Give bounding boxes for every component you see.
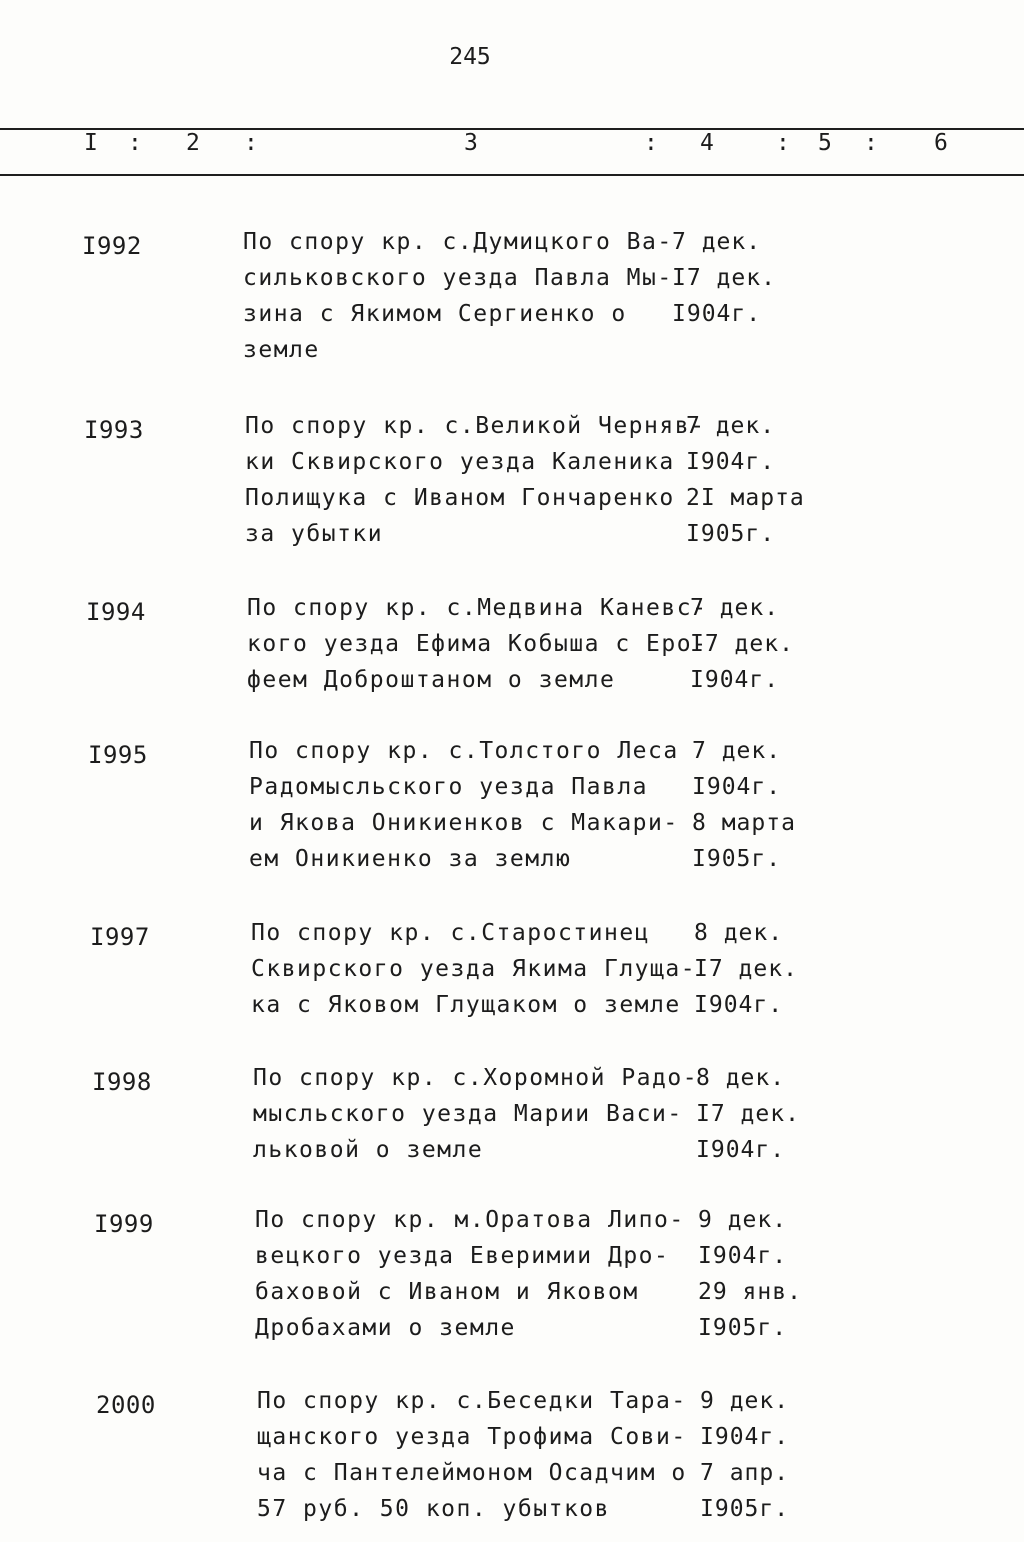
date-line: I904г. xyxy=(700,1424,790,1450)
entry-number: I993 xyxy=(84,416,144,444)
entry-dates xyxy=(698,1202,802,1346)
entry-number: I994 xyxy=(86,598,146,626)
description-line: и Якова Оникиенков с Макари- xyxy=(249,810,679,836)
description-line: Дробахами о земле xyxy=(255,1315,516,1341)
column-separator: : xyxy=(244,130,258,156)
entry-description xyxy=(257,1383,687,1527)
column-separator: : xyxy=(776,130,790,156)
date-line: I905г. xyxy=(698,1315,788,1341)
entry-number: I992 xyxy=(82,232,142,260)
date-line: I904г. xyxy=(692,774,782,800)
description-line: По спору кр. с.Толстого Леса xyxy=(249,738,679,764)
description-line: кого уезда Ефима Кобыша с Еро- xyxy=(247,631,708,657)
entry-description xyxy=(251,915,696,1023)
date-line: I7 дек. xyxy=(696,1101,800,1127)
description-line: феем Доброштаном о земле xyxy=(247,667,616,693)
date-line: I7 дек. xyxy=(694,956,798,982)
date-line: I904г. xyxy=(672,301,762,327)
description-line: льковой о земле xyxy=(253,1137,484,1163)
date-line: 7 дек. xyxy=(692,738,782,764)
description-line: По спору кр. с.Хоромной Радо- xyxy=(253,1065,699,1091)
description-line: мысльского уезда Марии Васи- xyxy=(253,1101,683,1127)
page-number: 245 xyxy=(449,44,491,70)
entry-number: I999 xyxy=(94,1210,154,1238)
description-line: ка с Яковом Глущаком о земле xyxy=(251,992,681,1018)
column-separator: : xyxy=(128,130,142,156)
description-line: По спору кр. с.Медвина Каневс- xyxy=(247,595,708,621)
date-line: 8 дек. xyxy=(696,1065,786,1091)
date-line: I905г. xyxy=(686,521,776,547)
description-line: зина с Якимом Сергиенко о xyxy=(243,301,627,327)
column-header-4: 3 xyxy=(464,130,478,156)
entry-description xyxy=(249,733,679,877)
description-line: По спору кр. с.Думицкого Ва- xyxy=(243,229,673,255)
entry-description xyxy=(247,590,707,698)
description-line: вецкого уезда Еверимии Дро- xyxy=(255,1243,670,1269)
description-line: Радомысльского уезда Павла xyxy=(249,774,649,800)
entry-dates xyxy=(690,590,794,698)
description-line: Сквирского уезда Якима Глуща- xyxy=(251,956,697,982)
entry-dates xyxy=(686,408,805,552)
date-line: I904г. xyxy=(698,1243,788,1269)
column-header-10: 6 xyxy=(934,130,948,156)
date-line: 7 дек. xyxy=(690,595,780,621)
date-line: I904г. xyxy=(694,992,784,1018)
date-line: I904г. xyxy=(690,667,780,693)
date-line: 7 дек. xyxy=(672,229,762,255)
date-line: I904г. xyxy=(686,449,776,475)
description-line: Полищука с Иваном Гончаренко xyxy=(245,485,675,511)
entry-description xyxy=(255,1202,685,1346)
date-line: I905г. xyxy=(692,846,782,872)
entry-description xyxy=(245,408,705,552)
date-line: 7 апр. xyxy=(700,1460,790,1486)
description-line: По спору кр. с.Беседки Тара- xyxy=(257,1388,687,1414)
entry-dates xyxy=(672,224,776,332)
column-header-6: 4 xyxy=(700,130,714,156)
date-line: 7 дек. xyxy=(686,413,776,439)
description-line: По спору кр. м.Оратова Липо- xyxy=(255,1207,685,1233)
entry-dates xyxy=(694,915,798,1023)
entry-number: 2000 xyxy=(96,1391,156,1419)
description-line: По спору кр. с.Великой Черняв- xyxy=(245,413,706,439)
column-header-8: 5 xyxy=(818,130,832,156)
date-line: I7 дек. xyxy=(690,631,794,657)
description-line: баховой с Иваном и Яковом xyxy=(255,1279,639,1305)
date-line: 2I марта xyxy=(686,485,805,511)
entry-number: I995 xyxy=(88,741,148,769)
description-line: щанского уезда Трофима Сови- xyxy=(257,1424,687,1450)
entry-dates xyxy=(700,1383,789,1527)
entry-number: I998 xyxy=(92,1068,152,1096)
description-line: за убытки xyxy=(245,521,384,547)
description-line: сильковского уезда Павла Мы- xyxy=(243,265,673,291)
description-line: ки Сквирского уезда Каленика xyxy=(245,449,675,475)
description-line: ем Оникиенко за землю xyxy=(249,846,572,872)
date-line: I904г. xyxy=(696,1137,786,1163)
column-separator: : xyxy=(864,130,878,156)
entry-description xyxy=(243,224,673,368)
description-line: ча с Пантелеймоном Осадчим о xyxy=(257,1460,687,1486)
entry-number: I997 xyxy=(90,923,150,951)
column-separator: : xyxy=(644,130,658,156)
entry-dates xyxy=(692,733,796,877)
date-line: 29 янв. xyxy=(698,1279,802,1305)
description-line: По спору кр. с.Старостинец xyxy=(251,920,651,946)
date-line: 9 дек. xyxy=(700,1388,790,1414)
date-line: 8 марта xyxy=(692,810,796,836)
entry-description xyxy=(253,1060,698,1168)
column-header-0: I xyxy=(84,130,98,156)
date-line: 9 дек. xyxy=(698,1207,788,1233)
description-line: земле xyxy=(243,337,320,363)
date-line: 8 дек. xyxy=(694,920,784,946)
description-line: 57 руб. 50 коп. убытков xyxy=(257,1496,610,1522)
column-header-2: 2 xyxy=(186,130,200,156)
date-line: I7 дек. xyxy=(672,265,776,291)
entry-dates xyxy=(696,1060,800,1168)
date-line: I905г. xyxy=(700,1496,790,1522)
